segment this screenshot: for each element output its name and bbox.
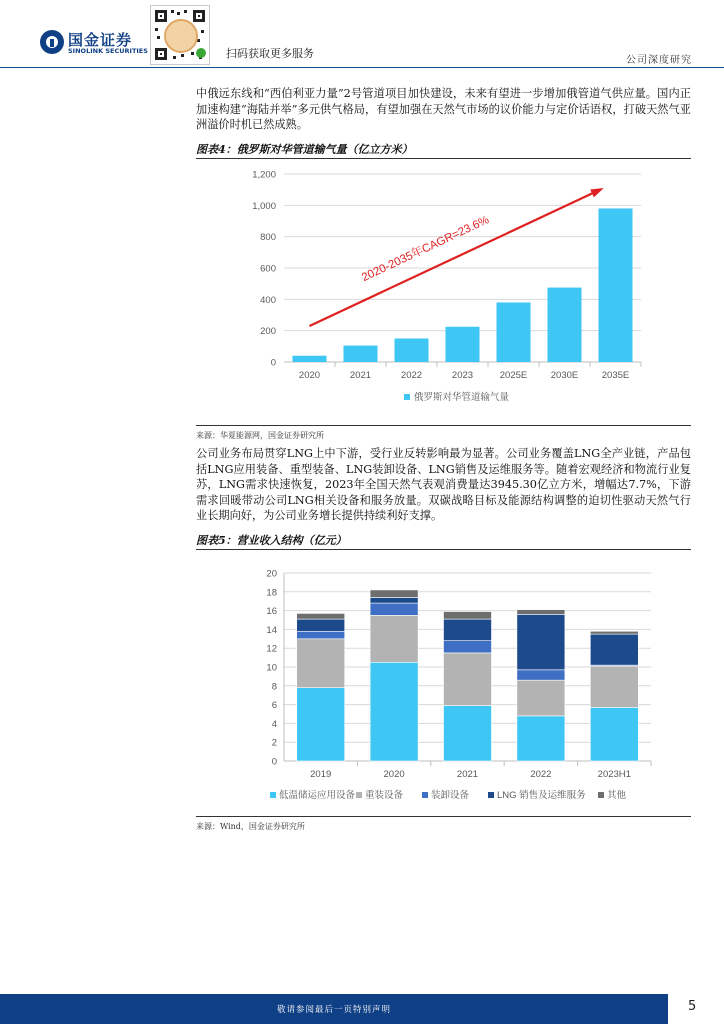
legend-swatch — [270, 792, 276, 798]
y-tick-label: 0 — [270, 357, 276, 369]
x-tick-label: 2021 — [456, 769, 479, 780]
stacked-bar-segment — [370, 590, 418, 598]
logo-name-cn: 国金证券 — [68, 31, 133, 49]
y-tick-label: 12 — [266, 643, 277, 655]
bar — [548, 288, 582, 362]
revenue-structure-chart — [196, 553, 691, 813]
figure-4-top-rule — [196, 158, 691, 159]
y-tick-label: 2 — [271, 737, 277, 749]
stacked-bar-segment — [297, 688, 345, 761]
stacked-bar-segment — [517, 614, 565, 669]
figure-5-top-rule — [196, 549, 691, 550]
bar — [395, 339, 429, 363]
stacked-bar-segment — [590, 631, 638, 634]
qr-code[interactable] — [150, 5, 210, 65]
y-tick-label: 800 — [260, 232, 276, 244]
stacked-bar-segment — [444, 641, 492, 653]
stacked-bar-segment — [370, 662, 418, 761]
x-tick-label: 2023 — [451, 370, 474, 381]
stacked-bar-segment — [444, 619, 492, 641]
bar — [599, 208, 633, 362]
legend-label: 装卸设备 — [431, 790, 470, 801]
logo-icon — [40, 30, 64, 54]
legend-swatch — [422, 792, 428, 798]
x-tick-label: 2035E — [601, 370, 630, 381]
stacked-bar-segment — [297, 613, 345, 619]
y-tick-label: 400 — [260, 294, 276, 306]
logo-name-en: SINOLINK SECURITIES — [68, 47, 148, 55]
figure-4-source: 来源：华夏能源网，国金证券研究所 — [196, 431, 324, 440]
bar — [344, 346, 378, 362]
y-tick-label: 14 — [266, 624, 277, 636]
stacked-bar-segment — [590, 634, 638, 665]
y-tick-label: 200 — [260, 326, 276, 338]
legend-label: LNG 销售及运维服务 — [497, 790, 586, 801]
body-paragraph-1 — [196, 86, 691, 133]
stacked-bar-segment — [444, 706, 492, 761]
y-tick-label: 20 — [266, 568, 277, 580]
y-tick-label: 600 — [260, 263, 276, 275]
x-tick-label: 2022 — [400, 370, 423, 381]
stacked-bar-segment — [370, 597, 418, 603]
legend-swatch — [356, 792, 362, 798]
y-tick-label: 1,000 — [252, 200, 276, 212]
y-tick-label: 6 — [271, 700, 277, 712]
figure-4-bottom-rule — [196, 425, 691, 426]
legend-swatch — [404, 394, 410, 400]
stacked-bar-segment — [370, 615, 418, 662]
stacked-bar-segment — [517, 716, 565, 761]
legend-swatch — [598, 792, 604, 798]
stacked-bar-segment — [517, 680, 565, 716]
bar — [497, 302, 531, 362]
y-tick-label: 0 — [271, 756, 277, 768]
x-tick-label: 2020 — [383, 769, 405, 780]
x-tick-label: 2022 — [530, 769, 552, 780]
legend-swatch — [488, 792, 494, 798]
trend-arrow-head — [590, 188, 604, 197]
header-divider — [0, 67, 724, 68]
pipeline-gas-chart — [196, 160, 691, 422]
report-type-label: 公司深度研究 — [626, 55, 692, 66]
stacked-bar-segment — [517, 610, 565, 615]
paragraph-text: 公司业务布局贯穿LNG上中下游，受行业反转影响最为显著。公司业务覆盖LNG全产业链，产品包括LNG应用装备、重型装备、LNG装卸设备、LNG销售及运维服务等。随着宏观经济和物流行业复苏，LNG需求快速恢复，2023年全国天然气表观消费量达3945.30亿立方米，增幅达7.7%，下游需求回暖带动公司LNG相关设备和服务放量。双碳战略目标及能源结构调整的迫切性驱动天然气行业长期向好，为公司业务增长提供持续利好支撑。 — [196, 447, 691, 522]
x-tick-label: 2019 — [310, 769, 332, 780]
bar — [446, 327, 480, 362]
y-tick-label: 18 — [266, 587, 277, 599]
stacked-bar-segment — [297, 619, 345, 631]
scan-for-services-text: 扫码获取更多服务 — [226, 47, 314, 60]
y-tick-label: 8 — [271, 681, 277, 693]
legend-label: 低温储运应用设备 — [279, 790, 356, 801]
legend-label: 重装设备 — [365, 790, 404, 801]
stacked-bar-segment — [517, 670, 565, 680]
y-tick-label: 16 — [266, 606, 277, 618]
legend-label: 其他 — [607, 790, 627, 801]
x-tick-label: 2021 — [349, 370, 372, 381]
y-tick-label: 10 — [266, 662, 277, 674]
figure-5-bottom-rule — [196, 816, 691, 817]
x-tick-label: 2020 — [298, 370, 321, 381]
stacked-bar-segment — [370, 603, 418, 615]
figure-5-title: 图表5：营业收入结构（亿元） — [196, 534, 347, 547]
figure-4-title: 图表4：俄罗斯对华管道输气量（亿立方米） — [196, 143, 413, 156]
legend-label: 俄罗斯对华管道输气量 — [414, 392, 510, 403]
page-number: 5 — [688, 999, 697, 1014]
stacked-bar-segment — [444, 612, 492, 620]
y-tick-label: 1,200 — [252, 169, 276, 181]
x-tick-label: 2030E — [550, 370, 579, 381]
stacked-bar-segment — [297, 631, 345, 639]
wechat-icon — [196, 48, 206, 58]
bar — [293, 356, 327, 362]
y-tick-label: 4 — [271, 718, 277, 730]
x-tick-label: 2023H1 — [597, 769, 631, 780]
x-tick-label: 2025E — [499, 370, 528, 381]
body-paragraph-2 — [196, 446, 691, 524]
figure-5-source: 来源：Wind，国金证券研究所 — [196, 822, 305, 831]
cagr-annotation: 2020-2035年CAGR=23.6% — [360, 214, 492, 285]
stacked-bar-segment — [590, 707, 638, 761]
stacked-bar-segment — [444, 653, 492, 706]
stacked-bar-segment — [590, 666, 638, 707]
footer-disclaimer[interactable]: 敬请参阅最后一页特别声明 — [276, 1005, 391, 1015]
stacked-bar-segment — [297, 639, 345, 688]
qr-center-logo — [164, 19, 198, 53]
paragraph-text: 中俄远东线和“西伯利亚力量”2号管道项目加快建设，未来有望进一步增加俄管道气供应量。国内正加速构建“海陆并举”多元供气格局，有望加强在天然气市场的议价能力与定价话语权，打破天然气亚洲溢价时机已然成熟。 — [196, 87, 691, 131]
